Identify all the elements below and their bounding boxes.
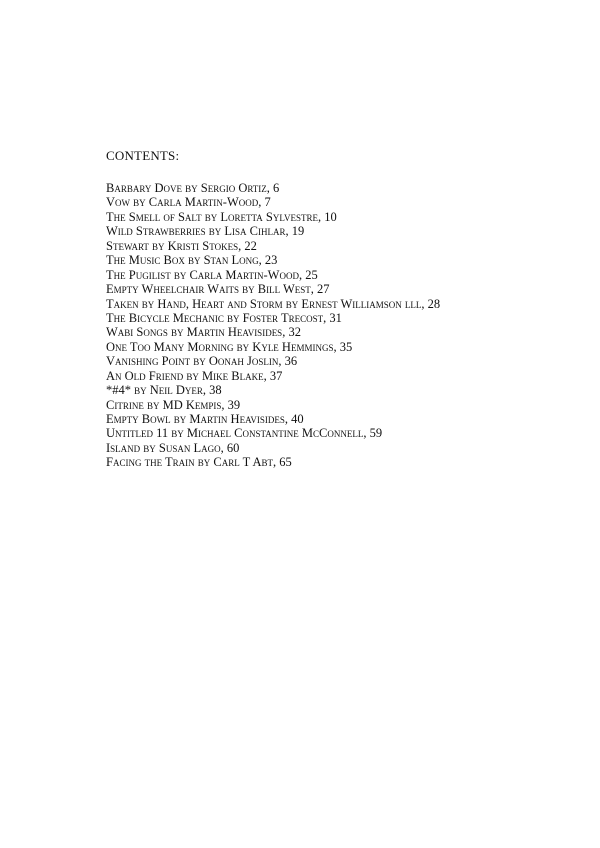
contents-list	[106, 181, 546, 470]
contents-heading: CONTENTS:	[106, 148, 180, 163]
contents-entry: Vanishing Point by Oonah Joslin, 36	[106, 354, 298, 369]
contents-entry: The Pugilist by Carla Martin-Wood, 25	[106, 267, 318, 282]
contents-entry: Taken by Hand, Heart and Storm by Ernest Williamson lll, 28	[106, 296, 441, 311]
contents-entry: Island by Susan Lago, 60	[106, 440, 240, 455]
contents-entry: Stewart by Kristi Stokes, 22	[106, 238, 257, 253]
contents-entry: The Bicycle Mechanic by Foster Trecost, 31	[106, 310, 342, 325]
contents-entry: Untitled 11 by Michael Constantine McConnell, 59	[106, 426, 383, 441]
contents-entry: Vow by Carla Martin-Wood, 7	[106, 195, 271, 210]
contents-entry: Wabi Songs by Martin Heavisides, 32	[106, 325, 301, 340]
contents-entry: Wild Strawberries by Lisa Cihlar, 19	[106, 224, 305, 239]
contents-entry: The Music Box by Stan Long, 23	[106, 253, 278, 268]
contents-entry: Barbary Dove by Sergio Ortiz, 6	[106, 181, 280, 195]
contents-entry: Facing the Train by Carl T Abt, 65	[106, 455, 292, 470]
contents-entry: One Too Many Morning by Kyle Hemmings, 35	[106, 339, 353, 354]
contents-entry: *#4* by Neil Dyer, 38	[106, 383, 222, 398]
contents-entry: Citrine by MD Kempis, 39	[106, 397, 241, 412]
contents-entry: Empty Bowl by Martin Heavisides, 40	[106, 412, 304, 426]
contents-entry: An Old Friend by Mike Blake, 37	[106, 368, 283, 383]
contents-entry: Empty Wheelchair Waits by Bill West, 27	[106, 282, 330, 297]
contents-entry: The Smell of Salt by Loretta Sylvestre, 10	[106, 209, 337, 224]
